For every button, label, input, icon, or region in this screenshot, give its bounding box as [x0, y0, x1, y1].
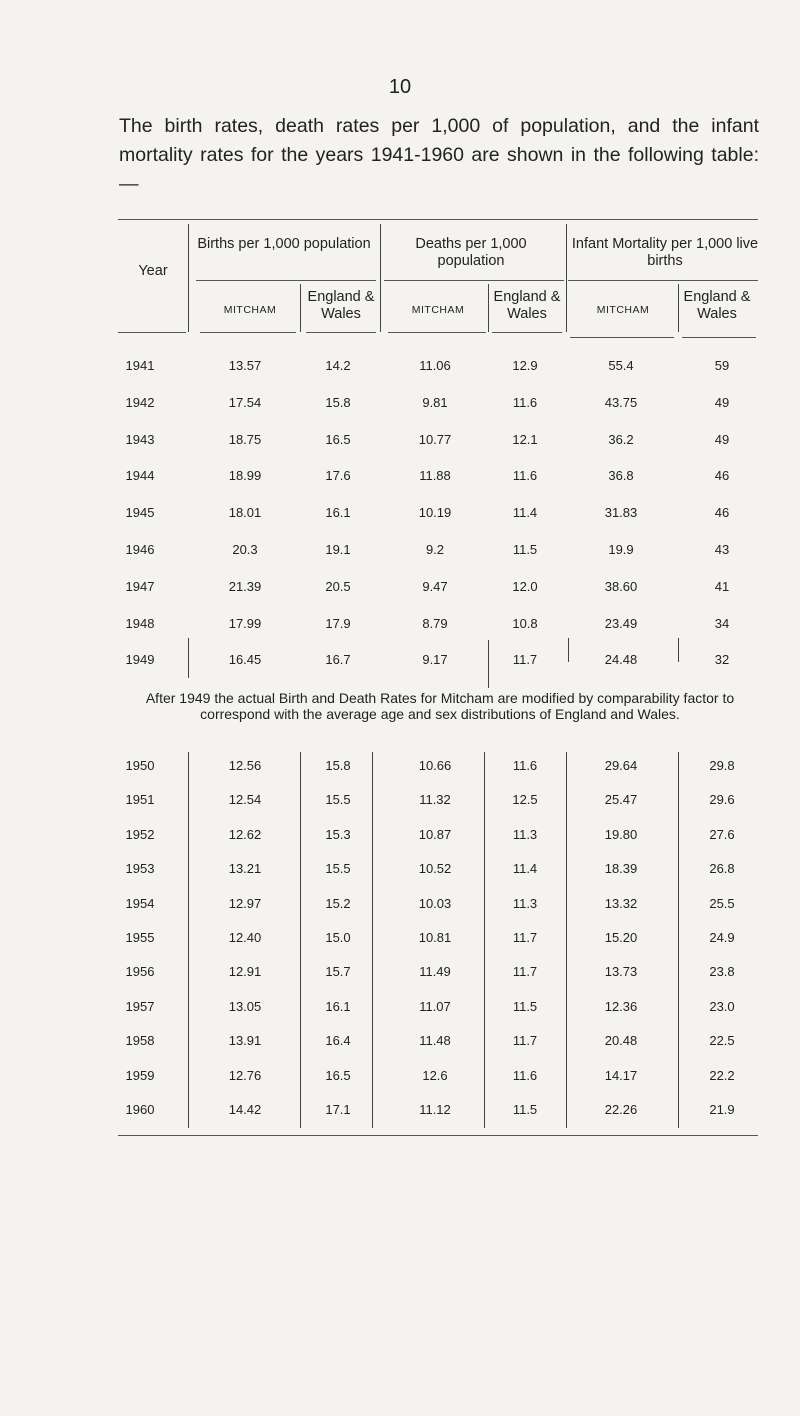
cell-deaths-england: 11.4: [512, 861, 538, 877]
cell-infant-mitcham: 36.2: [608, 431, 634, 447]
cell-infant-england: 23.8: [709, 964, 735, 980]
cell-year: 1949: [125, 652, 155, 668]
cell-infant-mitcham: 18.39: [604, 861, 638, 877]
header-rule: [492, 332, 562, 333]
cell-infant-england: 46: [714, 505, 730, 521]
column-divider: [188, 638, 189, 678]
column-divider: [568, 638, 569, 662]
cell-infant-mitcham: 25.47: [604, 792, 638, 808]
cell-births-mitcham: 12.40: [228, 930, 262, 945]
infant-underline: [568, 280, 758, 281]
cell-deaths-mitcham: 11.48: [419, 1033, 451, 1049]
cell-births-mitcham: 16.45: [228, 652, 262, 668]
cell-year: 1948: [125, 615, 155, 631]
cell-deaths-england: 11.6: [512, 1067, 538, 1083]
cell-births-mitcham: 14.42: [228, 1102, 262, 1117]
cell-births-england: 16.5: [325, 1067, 351, 1083]
cell-infant-england: 27.6: [709, 826, 735, 842]
cell-deaths-england: 11.7: [512, 930, 538, 945]
cell-year: 1946: [125, 542, 155, 557]
header-rule: [200, 332, 296, 333]
cell-births-mitcham: 20.3: [232, 542, 258, 557]
column-divider: [300, 284, 301, 332]
cell-births-mitcham: 18.99: [228, 468, 262, 484]
cell-births-mitcham: 12.62: [228, 826, 262, 842]
cell-deaths-mitcham: 11.32: [419, 792, 451, 808]
cell-infant-mitcham: 13.32: [604, 895, 638, 911]
column-divider: [188, 224, 189, 332]
cell-deaths-mitcham: 11.06: [419, 358, 451, 373]
cell-deaths-england: 12.5: [512, 792, 538, 808]
cell-deaths-mitcham: 10.87: [418, 826, 452, 842]
cell-deaths-england: 11.7: [512, 652, 538, 668]
cell-infant-england: 22.2: [709, 1067, 735, 1083]
column-divider: [488, 284, 489, 332]
cell-infant-mitcham: 13.73: [604, 964, 638, 980]
column-divider: [566, 224, 567, 332]
cell-births-england: 15.5: [325, 792, 351, 808]
header-births-mitcham: MITCHAM: [223, 304, 277, 316]
cell-births-mitcham: 18.75: [228, 431, 262, 447]
cell-infant-england: 26.8: [709, 861, 735, 877]
cell-year: 1945: [125, 505, 155, 521]
cell-deaths-mitcham: 11.12: [419, 1102, 451, 1117]
comparability-note: After 1949 the actual Birth and Death Rates for Mitcham are modified by comparability factor to correspond with the average age and sex distributions of England and Wales.: [145, 690, 735, 722]
cell-infant-mitcham: 23.49: [604, 615, 638, 631]
cell-deaths-england: 12.1: [512, 431, 538, 447]
cell-births-mitcham: 12.97: [228, 895, 262, 911]
cell-deaths-mitcham: 9.47: [422, 578, 448, 594]
cell-births-england: 16.7: [325, 652, 351, 668]
intro-paragraph: The birth rates, death rates per 1,000 of population, and the infant mortality rates for the years 1941-1960 are shown in the following table: —: [119, 115, 759, 195]
header-infant: Infant Mortality per 1,000 live births: [571, 236, 759, 269]
header-births-england: England & Wales: [307, 289, 375, 322]
header-births: Births per 1,000 population: [197, 236, 371, 252]
cell-deaths-england: 11.6: [512, 394, 538, 410]
table-bottom-rule: [118, 1135, 758, 1136]
cell-infant-england: 49: [714, 394, 730, 410]
cell-deaths-mitcham: 12.6: [422, 1067, 448, 1083]
cell-infant-mitcham: 36.8: [608, 468, 634, 484]
cell-deaths-mitcham: 8.79: [422, 615, 448, 631]
cell-deaths-mitcham: 10.19: [418, 505, 452, 521]
cell-deaths-england: 10.8: [512, 615, 538, 631]
cell-births-england: 15.0: [325, 930, 351, 945]
cell-infant-mitcham: 15.20: [604, 930, 638, 945]
cell-births-england: 15.2: [325, 895, 351, 911]
cell-deaths-mitcham: 9.2: [425, 542, 445, 557]
column-divider: [188, 752, 189, 1128]
header-rule: [388, 332, 486, 333]
cell-year: 1944: [125, 468, 155, 484]
cell-infant-england: 24.9: [709, 930, 735, 945]
column-divider: [566, 752, 567, 1128]
cell-year: 1953: [125, 861, 155, 877]
cell-infant-mitcham: 55.4: [608, 358, 634, 373]
cell-deaths-england: 11.6: [512, 468, 538, 484]
page-number: 10: [388, 76, 412, 98]
cell-births-mitcham: 13.05: [228, 998, 262, 1014]
cell-infant-england: 23.0: [709, 998, 735, 1014]
cell-births-mitcham: 17.54: [228, 394, 262, 410]
cell-births-mitcham: 12.76: [228, 1067, 262, 1083]
cell-births-england: 15.8: [325, 394, 351, 410]
cell-year: 1956: [125, 964, 155, 980]
cell-births-england: 17.1: [325, 1102, 351, 1117]
header-rule: [118, 332, 186, 333]
cell-births-england: 15.5: [325, 861, 351, 877]
header-rule: [570, 337, 674, 338]
cell-year: 1942: [125, 394, 155, 410]
cell-births-mitcham: 12.56: [228, 758, 262, 773]
cell-deaths-mitcham: 9.81: [422, 394, 448, 410]
deaths-underline: [384, 280, 564, 281]
cell-year: 1960: [125, 1102, 155, 1117]
cell-year: 1951: [125, 792, 155, 808]
cell-year: 1954: [125, 895, 155, 911]
cell-deaths-england: 12.9: [512, 358, 538, 373]
cell-births-england: 17.6: [325, 468, 351, 484]
cell-deaths-england: 11.5: [512, 542, 538, 557]
cell-infant-mitcham: 20.48: [604, 1033, 638, 1049]
cell-deaths-mitcham: 10.81: [418, 930, 452, 945]
cell-births-mitcham: 12.54: [228, 792, 262, 808]
cell-infant-mitcham: 29.64: [604, 758, 638, 773]
cell-births-england: 16.1: [325, 998, 351, 1014]
cell-infant-mitcham: 22.26: [604, 1102, 638, 1117]
cell-deaths-mitcham: 11.49: [419, 964, 451, 980]
header-infant-mitcham: MITCHAM: [596, 304, 650, 316]
cell-births-england: 19.1: [325, 542, 351, 557]
header-year: Year: [138, 263, 168, 279]
cell-deaths-england: 11.3: [512, 895, 538, 911]
cell-births-england: 15.7: [325, 964, 351, 980]
cell-births-mitcham: 18.01: [228, 505, 262, 521]
cell-infant-mitcham: 12.36: [604, 998, 638, 1014]
column-divider: [678, 638, 679, 662]
cell-infant-england: 32: [714, 652, 730, 668]
header-deaths-england: England & Wales: [493, 289, 561, 322]
cell-deaths-england: 11.4: [512, 505, 538, 521]
table-top-rule: [118, 219, 758, 220]
cell-infant-mitcham: 24.48: [604, 652, 638, 668]
cell-year: 1955: [125, 930, 155, 945]
cell-infant-england: 49: [714, 431, 730, 447]
cell-year: 1941: [125, 358, 155, 373]
cell-deaths-mitcham: 11.07: [419, 998, 451, 1014]
cell-year: 1943: [125, 431, 155, 447]
cell-year: 1947: [125, 578, 155, 594]
cell-deaths-england: 11.5: [512, 1102, 538, 1117]
cell-deaths-mitcham: 10.52: [418, 861, 452, 877]
cell-births-mitcham: 17.99: [228, 615, 262, 631]
cell-births-england: 16.4: [325, 1033, 351, 1049]
cell-infant-england: 25.5: [709, 895, 735, 911]
cell-births-mitcham: 21.39: [228, 578, 262, 594]
cell-births-england: 16.5: [325, 431, 351, 447]
cell-infant-mitcham: 43.75: [604, 394, 638, 410]
header-deaths-mitcham: MITCHAM: [411, 304, 465, 316]
header-infant-england: England & Wales: [683, 289, 751, 322]
cell-births-england: 15.8: [325, 758, 351, 773]
births-underline: [196, 280, 376, 281]
cell-infant-england: 34: [714, 615, 730, 631]
cell-infant-mitcham: 19.80: [604, 826, 638, 842]
cell-deaths-england: 11.3: [512, 826, 538, 842]
cell-infant-england: 29.6: [709, 792, 735, 808]
cell-infant-england: 21.9: [709, 1102, 735, 1117]
cell-births-england: 16.1: [325, 505, 351, 521]
cell-births-england: 17.9: [325, 615, 351, 631]
cell-deaths-england: 11.6: [512, 758, 538, 773]
cell-deaths-mitcham: 10.66: [418, 758, 452, 773]
cell-infant-england: 46: [714, 468, 730, 484]
cell-births-mitcham: 12.91: [228, 964, 262, 980]
cell-deaths-mitcham: 11.88: [419, 468, 451, 484]
cell-births-mitcham: 13.21: [228, 861, 262, 877]
cell-births-mitcham: 13.91: [228, 1033, 262, 1049]
cell-deaths-england: 11.5: [512, 998, 538, 1014]
cell-births-england: 14.2: [325, 358, 351, 373]
cell-infant-england: 29.8: [709, 758, 735, 773]
cell-births-england: 20.5: [325, 578, 351, 594]
cell-deaths-england: 11.7: [512, 964, 538, 980]
column-divider: [678, 284, 679, 332]
cell-deaths-england: 12.0: [512, 578, 538, 594]
header-rule: [306, 332, 376, 333]
cell-deaths-mitcham: 9.17: [422, 652, 448, 668]
cell-births-england: 15.3: [325, 826, 351, 842]
cell-year: 1950: [125, 758, 155, 773]
header-rule: [682, 337, 756, 338]
cell-deaths-mitcham: 10.77: [418, 431, 452, 447]
cell-year: 1957: [125, 998, 155, 1014]
cell-year: 1959: [125, 1067, 155, 1083]
cell-infant-mitcham: 19.9: [608, 542, 634, 557]
cell-infant-mitcham: 31.83: [604, 505, 638, 521]
cell-year: 1952: [125, 826, 155, 842]
column-divider: [380, 224, 381, 332]
cell-year: 1958: [125, 1033, 155, 1049]
header-deaths: Deaths per 1,000 population: [415, 236, 527, 269]
column-divider: [678, 752, 679, 1128]
cell-infant-mitcham: 14.17: [604, 1067, 638, 1083]
cell-births-mitcham: 13.57: [228, 358, 262, 373]
cell-infant-england: 43: [714, 542, 730, 557]
cell-infant-mitcham: 38.60: [604, 578, 638, 594]
cell-infant-england: 22.5: [709, 1033, 735, 1049]
cell-deaths-mitcham: 10.03: [418, 895, 452, 911]
cell-infant-england: 41: [714, 578, 730, 594]
cell-infant-england: 59: [714, 358, 730, 373]
cell-deaths-england: 11.7: [512, 1033, 538, 1049]
